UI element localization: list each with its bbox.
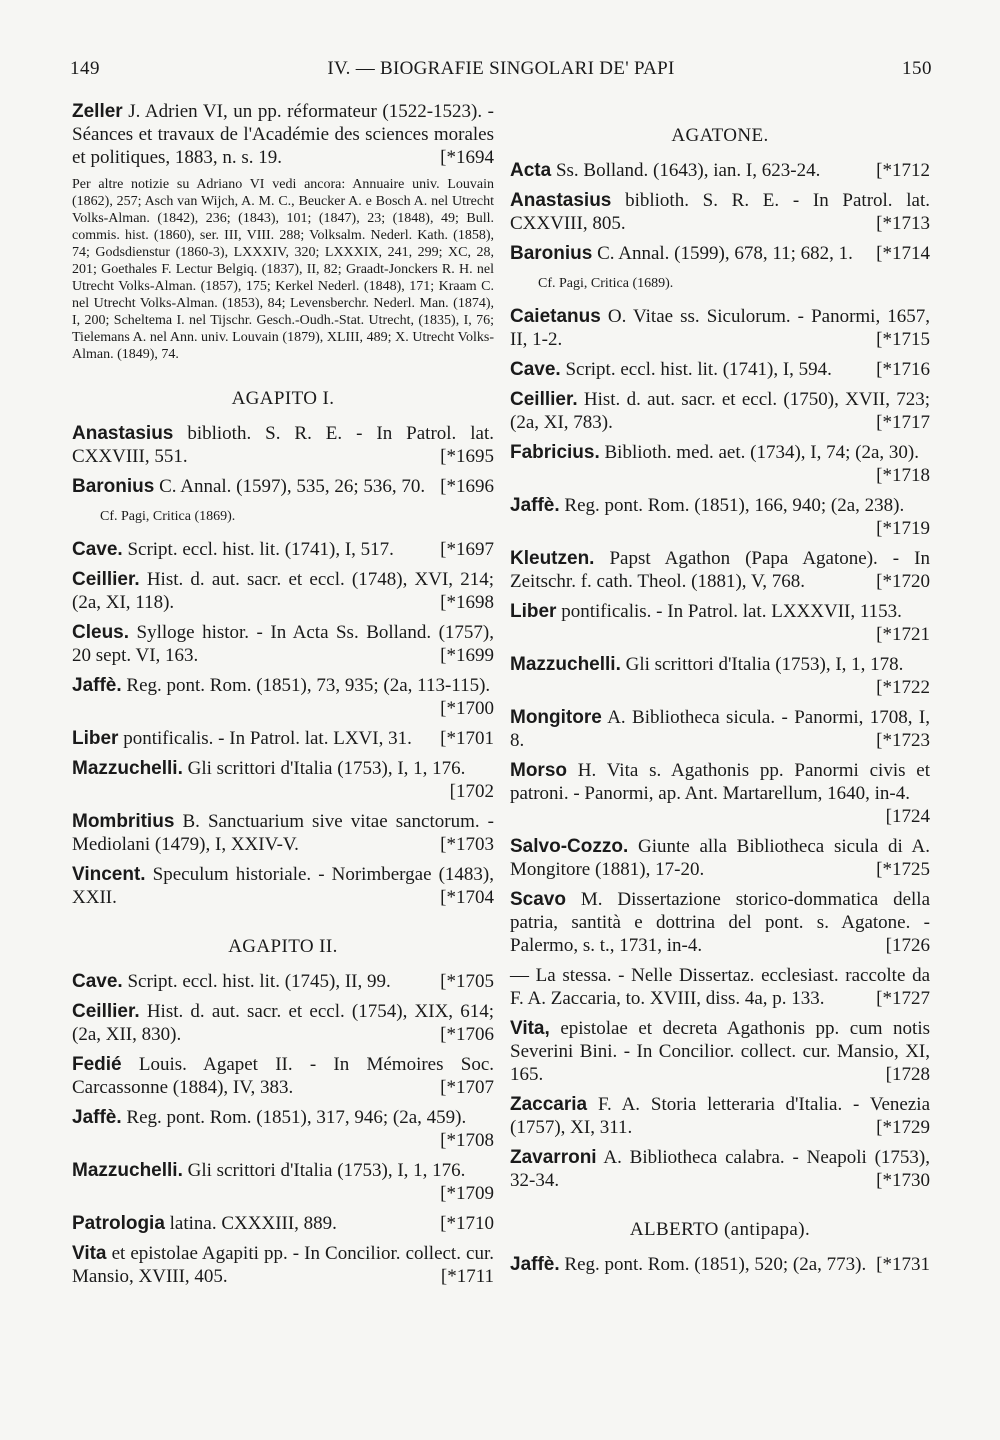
entry-ref: [*1696 [440,476,494,497]
entry-text: H. Vita s. Agathonis pp. Panormi civis et patroni. - Panormi, ap. Ant. Martarellum, 1640, in-4. [510,760,930,804]
entry-ref: [*1695 [440,446,494,467]
entry-text: pontificalis. - In Patrol. lat. LXVI, 31. [123,728,412,749]
entry [72,422,494,468]
entry [510,888,930,957]
entry [510,1146,930,1192]
entry-ref: [*1718 [876,465,930,486]
entry-author: Mazzuchelli. [510,654,621,675]
entry-text: Reg. pont. Rom. (1851), 317, 946; (2a, 459). [126,1107,467,1128]
entry-author: Jaffè. [72,675,122,696]
entry-author: Acta [510,160,552,181]
entry-text: Script. eccl. hist. lit. (1745), II, 99. [127,971,391,992]
entry-ref: [*1710 [440,1213,494,1234]
section-heading: ALBERTO (antipapa). [629,1219,811,1240]
entry-text: Gli scrittori d'Italia (1753), I, 1, 176. [187,758,466,779]
footnote: Per altre notizie su Adriano VI vedi ancora: Annuaire univ. Louvain (1862), 257; Asch van Wijch, A. M. C., Beucker A. e Bosch A. nel Utrecht Volks-Alman. (1842), 236; (1843), 101; (1847), 23; (1848), 49; Bull. commis. hist. (1860), ser. III, VIII. 288; Volksalm. Nederl. Kath. (1858), 74; Godsdienstur (1860-3), LXXXIV, 320; LXXXIX, 241, 299; XC, 28, 201; Goethales F. Lectur Belgiq. (1837), II, 82; Graadt-Jonckers R. H. nel Utrecht Volks-Alman. (1857), 175; Kerkel Nederl. (1848), 171; Kraam C. nel Utrecht Volks-Alman. (1853), 84; Levensberchr. Nederl. Man. (1874), I, 200; Scheltema I. nel Tijschr. Gesch.-Oudh.-Stat. Utrecht, (1835), I, 76; Tielemans A. nel Ann. univ. Louvain (1879), XLIII, 489; X. Utrecht Volks-Alman. (1849), 74. [72,177,494,362]
entry [72,1000,494,1046]
page-header [70,58,932,88]
entry-author: Vita [72,1243,107,1264]
entry-text: et epistolae Agapiti pp. - In Concilior. collect. cur. Mansio, XVIII, 405. [72,1243,494,1287]
entry-author: Cave. [510,359,561,380]
entry-text: Gli scrittori d'Italia (1753), I, 1, 176. [187,1160,466,1181]
entry-ref: [*1698 [440,592,494,613]
entry [72,100,494,169]
entry-text: latina. CXXXIII, 889. [169,1213,337,1234]
entry [510,1017,930,1086]
entry [510,1253,930,1276]
entry [72,568,494,614]
entry-text: Speculum historiale. - Norimbergae (1483), XXII. [72,864,494,908]
entry-author: Mazzuchelli. [72,758,183,779]
entry-text: J. Adrien VI, un pp. réformateur (1522-1523). - Séances et travaux de l'Académie des sciences morales et politiques, 1883, n. s. 19. [72,101,494,168]
entry-author: Mombritius [72,811,175,832]
entry-text: Biblioth. med. aet. (1734), I, 74; (2a, 30). [604,442,919,463]
entry-author: Scavo [510,889,566,910]
entry-text: O. Vitae ss. Siculorum. - Panormi, 1657, II, 1-2. [510,306,931,350]
entry-ref: [*1711 [440,1266,494,1287]
entry-text: biblioth. S. R. E. - In Patrol. lat. CXXVIII, 805. [510,190,930,234]
entry-author: Cave. [72,539,123,560]
entry-text: Reg. pont. Rom. (1851), 73, 935; (2a, 113-115). [126,675,491,696]
entry [510,159,930,182]
entry-author: Patrologia [72,1213,165,1234]
entry-author: Liber [72,728,119,749]
entry [510,358,930,381]
entry [510,1093,930,1139]
entry [510,964,930,1010]
entry-ref: [*1694 [440,147,494,168]
entry-text: Script. eccl. hist. lit. (1741), I, 517. [127,539,394,560]
entry [72,1242,494,1288]
entry-ref: [*1723 [876,730,930,751]
entry [72,863,494,909]
entry-text: Louis. Agapet II. - In Mémoires Soc. Carcassonne (1884), IV, 383. [72,1054,495,1098]
entry-text: Ss. Bolland. (1643), ian. I, 623-24. [555,160,821,181]
entry-ref: [*1699 [440,645,494,666]
entry-text: pontificalis. - In Patrol. lat. LXXXVII, 1153. [561,601,902,622]
entry-ref: [*1700 [440,698,494,719]
entry-ref: [*1730 [876,1170,930,1191]
entry-author: Vita, [510,1018,550,1039]
entry-author: Morso [510,760,567,781]
entry-author: Ceillier. [72,569,140,590]
entry-text: Hist. d. aut. sacr. et eccl. (1750), XVII, 723; (2a, XI, 783). [510,389,930,433]
entry [510,494,930,540]
entry-author: Baronius [510,243,593,264]
entry [72,475,494,498]
entry-ref: [1724 [885,806,930,827]
entry [510,653,930,699]
entry-author: Zaccaria [510,1094,588,1115]
entry-text: biblioth. S. R. E. - In Patrol. lat. CXXVIII, 551. [72,423,494,467]
entry-ref: [*1722 [876,677,930,698]
entry-author: Fedié [72,1054,122,1075]
entry-author: Vincent. [72,864,146,885]
entry [72,621,494,667]
page-number-right: 150 [902,58,932,79]
entry [510,835,930,881]
entry-ref: [*1709 [440,1183,494,1204]
entry [72,757,494,803]
entry [72,538,494,561]
entry-author: Caietanus [510,306,601,327]
entry [72,810,494,856]
entry-author: Cave. [72,971,123,992]
entry [510,547,930,593]
entry-author: Kleutzen. [510,548,595,569]
entry-text: Sylloge histor. - In Acta Ss. Bolland. (1757), 20 sept. VI, 163. [72,622,495,666]
entry-author: Fabricius. [510,442,600,463]
entry-ref: [*1704 [440,887,494,908]
entry-ref: [*1712 [876,160,930,181]
entry-author: Anastasius [510,190,612,211]
entry-ref: [*1706 [440,1024,494,1045]
entry-author: Mongitore [510,707,602,728]
entry-text: Giunte alla Bibliotheca sicula di A. Mongitore (1881), 17-20. [510,836,931,880]
cross-reference: Cf. Pagi, Critica (1689). [538,276,674,291]
entry-ref: [*1703 [440,834,494,855]
entry-ref: [*1729 [876,1117,930,1138]
entry-ref: [1702 [449,781,494,802]
entry-text: Script. eccl. hist. lit. (1741), I, 594. [565,359,832,380]
entry [510,305,930,351]
entry-ref: [*1697 [440,539,494,560]
entry-text: — La stessa. - Nelle Dissertaz. ecclesiast. raccolte da F. A. Zaccaria, to. XVIII, diss. 4a, p. 133. [510,965,930,1009]
left-column [72,100,494,1295]
entry-author: Ceillier. [72,1001,140,1022]
entry-text: C. Annal. (1597), 535, 26; 536, 70. [159,476,426,497]
entry-text: M. Dissertazione storico-dommatica della patria, santità e dottrina del pont. s. Agatone. - Palermo, s. t., 1731, in-4. [510,889,931,956]
entry-text: Papst Agathon (Papa Agatone). - In Zeitschr. f. cath. Theol. (1881), V, 768. [510,548,930,592]
entry-ref: [*1705 [440,971,494,992]
entry-author: Jaffè. [72,1107,122,1128]
entry-ref: [*1716 [876,359,930,380]
entry-ref: [*1715 [876,329,930,350]
entry-author: Mazzuchelli. [72,1160,183,1181]
entry [510,759,930,828]
entry-ref: [*1720 [876,571,930,592]
entry-ref: [1728 [885,1064,930,1085]
section-heading: AGAPITO II. [228,936,338,957]
entry-ref: [*1707 [440,1077,494,1098]
entry-author: Jaffè. [510,495,560,516]
entry-author: Liber [510,601,557,622]
running-title: IV. — BIOGRAFIE SINGOLARI DE' PAPI [327,58,675,79]
entry [72,1053,494,1099]
entry-ref: [*1714 [876,243,930,264]
entry-text: F. A. Storia letteraria d'Italia. - Venezia (1757), XI, 311. [510,1094,931,1138]
entry-text: Hist. d. aut. sacr. et eccl. (1754), XIX, 614; (2a, XII, 830). [72,1001,495,1045]
entry-text: A. Bibliotheca sicula. - Panormi, 1708, I, 8. [510,707,931,751]
entry-author: Ceillier. [510,389,578,410]
entry-ref: [*1717 [876,412,930,433]
right-column [510,100,930,1283]
page-number-left: 149 [70,58,100,79]
entry-author: Jaffè. [510,1254,560,1275]
entry-ref: [*1713 [876,213,930,234]
entry-text: Reg. pont. Rom. (1851), 166, 940; (2a, 238). [564,495,905,516]
entry-text: Reg. pont. Rom. (1851), 520; (2a, 773). [564,1254,867,1275]
entry-author: Zavarroni [510,1147,597,1168]
entry-text: Gli scrittori d'Italia (1753), I, 1, 178. [625,654,904,675]
entry-ref: [*1725 [876,859,930,880]
entry [510,600,930,646]
entry-ref: [*1708 [440,1130,494,1151]
section-heading: AGAPITO I. [231,388,335,409]
cross-reference: Cf. Pagi, Critica (1869). [100,509,236,524]
entry [72,727,494,750]
entry [72,1159,494,1205]
entry [510,189,930,235]
entry-author: Cleus. [72,622,130,643]
entry-author: Baronius [72,476,155,497]
entry-author: Salvo-Cozzo. [510,836,629,857]
entry [510,388,930,434]
entry [510,706,930,752]
entry [72,970,494,993]
entry [510,242,930,265]
entry-ref: [*1721 [876,624,930,645]
entry [72,1106,494,1152]
entry-ref: [*1727 [876,988,930,1009]
entry-ref: [1726 [885,935,930,956]
entry [72,1212,494,1235]
entry-author: Anastasius [72,423,174,444]
entry-text: epistolae et decreta Agathonis pp. cum notis Severini Bini. - In Concilior. collect. cur. Mansio, XI, 165. [510,1018,930,1085]
entry-text: Hist. d. aut. sacr. et eccl. (1748), XVI, 214; (2a, XI, 118). [72,569,495,613]
entry-text: C. Annal. (1599), 678, 11; 682, 1. [597,243,853,264]
entry-text: A. Bibliotheca calabra. - Neapoli (1753), 32-34. [510,1147,930,1191]
entry-ref: [*1701 [440,728,494,749]
entry-text: B. Sanctuarium sive vitae sanctorum. - Mediolani (1479), I, XXIV-V. [72,811,494,855]
entry-ref: [*1731 [876,1254,930,1275]
entry-author: Zeller [72,101,123,122]
entry-ref: [*1719 [876,518,930,539]
section-heading: AGATONE. [671,125,769,146]
entry [510,441,930,487]
entry [72,674,494,720]
